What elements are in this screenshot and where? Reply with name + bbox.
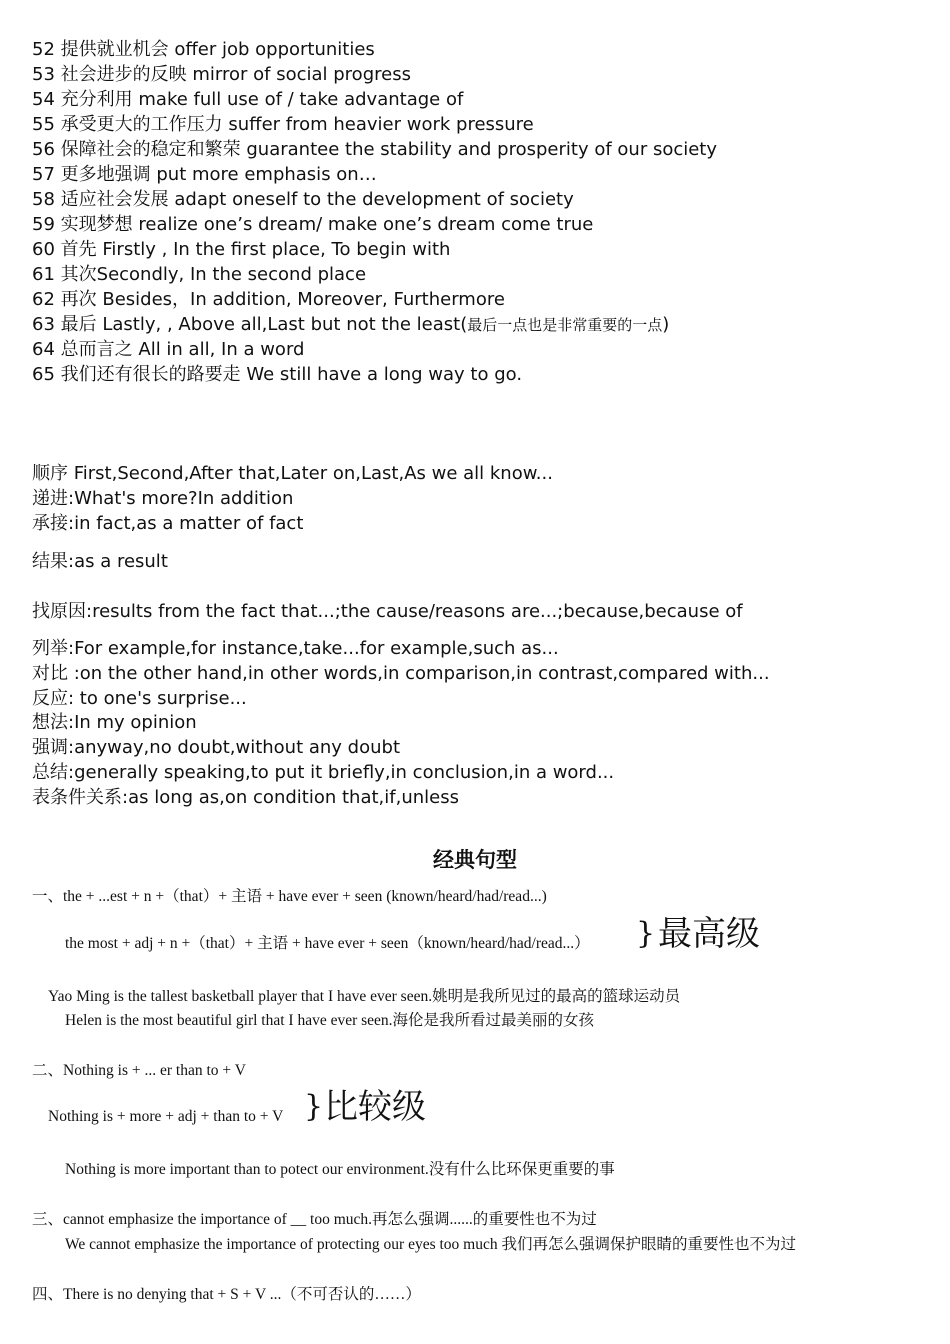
- phrase-item: 52 提供就业机会 offer job opportunities: [32, 39, 375, 60]
- brace-mark: }: [636, 916, 656, 951]
- connective-item: 反应: to one's surprise...: [32, 688, 247, 709]
- connective-item: 结果:as a result: [32, 551, 168, 572]
- pattern-3-line-1: 三、cannot emphasize the importance of __ too much.再怎么强调......的重要性也不为过: [32, 1211, 597, 1228]
- connective-item: 列举:For example,for instance,take...for example,such as...: [32, 638, 559, 659]
- superlative-label: 最高级: [658, 914, 760, 954]
- phrase-item: 56 保障社会的稳定和繁荣 guarantee the stability and prosperity of our society: [32, 139, 718, 160]
- phrase-item: 62 再次 Besides，In addition, Moreover, Furthermore: [32, 289, 505, 310]
- brace-mark: }: [304, 1089, 324, 1124]
- connective-item: 递进:What's more?In addition: [32, 488, 294, 509]
- connective-item: 总结:generally speaking,to put it briefly,in conclusion,in a word...: [32, 762, 615, 783]
- pattern-1-line-1: 一、the + ...est + n +（that）+ 主语 + have ever + seen (known/heard/had/read...): [32, 888, 547, 905]
- connective-item: 找原因:results from the fact that...;the cause/reasons are...;because,because of: [32, 601, 743, 622]
- phrase-item: 55 承受更大的工作压力 suffer from heavier work pressure: [32, 114, 534, 135]
- phrase-item: 57 更多地强调 put more emphasis on…: [32, 164, 377, 185]
- pattern-2-example-1: Nothing is more important than to potect our environment.没有什么比环保更重要的事: [65, 1161, 615, 1178]
- connective-item: 想法:In my opinion: [32, 712, 197, 733]
- pattern-2-line-2: Nothing is + more + adj + than to + V: [48, 1108, 284, 1125]
- phrase-item: 61 其次Secondly, In the second place: [32, 264, 367, 285]
- connective-item: 对比 :on the other hand,in other words,in comparison,in contrast,compared with...: [32, 663, 770, 684]
- phrase-item: 58 适应社会发展 adapt oneself to the development of society: [32, 189, 574, 210]
- section-title: 经典句型: [433, 848, 517, 872]
- pattern-3-example-1: We cannot emphasize the importance of protecting our eyes too much 我们再怎么强调保护眼睛的重要性也不为过: [65, 1236, 796, 1253]
- phrase-item: 60 首先 Firstly , In the first place, To begin with: [32, 239, 451, 260]
- pattern-1-example-2: Helen is the most beautiful girl that I have ever seen.海伦是我所看过最美丽的女孩: [65, 1012, 595, 1029]
- phrase-item: 59 实现梦想 realize one’s dream/ make one’s dream come true: [32, 214, 594, 235]
- comparative-label: 比较级: [324, 1087, 426, 1127]
- phrase-item: 64 总而言之 All in all, In a word: [32, 339, 305, 360]
- phrase-item: 63 最后 Lastly, , Above all,Last but not the least(最后一点也是非常重要的一点): [32, 314, 670, 335]
- phrase-item: 53 社会进步的反映 mirror of social progress: [32, 64, 411, 85]
- pattern-4-line-1: 四、There is no denying that + S + V ...（不可否认的……）: [32, 1286, 421, 1303]
- pattern-1-example-1: Yao Ming is the tallest basketball player that I have ever seen.姚明是我所见过的最高的篮球运动员: [48, 988, 681, 1005]
- pattern-1-line-2: the most + adj + n +（that）+ 主语 + have ever + seen（known/heard/had/read...）: [65, 935, 590, 952]
- phrase-item: 65 我们还有很长的路要走 We still have a long way to go.: [32, 364, 523, 385]
- connective-item: 顺序 First,Second,After that,Later on,Last,As we all know...: [32, 463, 553, 484]
- connective-item: 承接:in fact,as a matter of fact: [32, 513, 304, 534]
- connective-item: 表条件关系:as long as,on condition that,if,unless: [32, 787, 459, 808]
- phrase-item: 54 充分利用 make full use of / take advantage of: [32, 89, 464, 110]
- connective-item: 强调:anyway,no doubt,without any doubt: [32, 737, 401, 758]
- pattern-2-line-1: 二、Nothing is + ... er than to + V: [32, 1062, 246, 1079]
